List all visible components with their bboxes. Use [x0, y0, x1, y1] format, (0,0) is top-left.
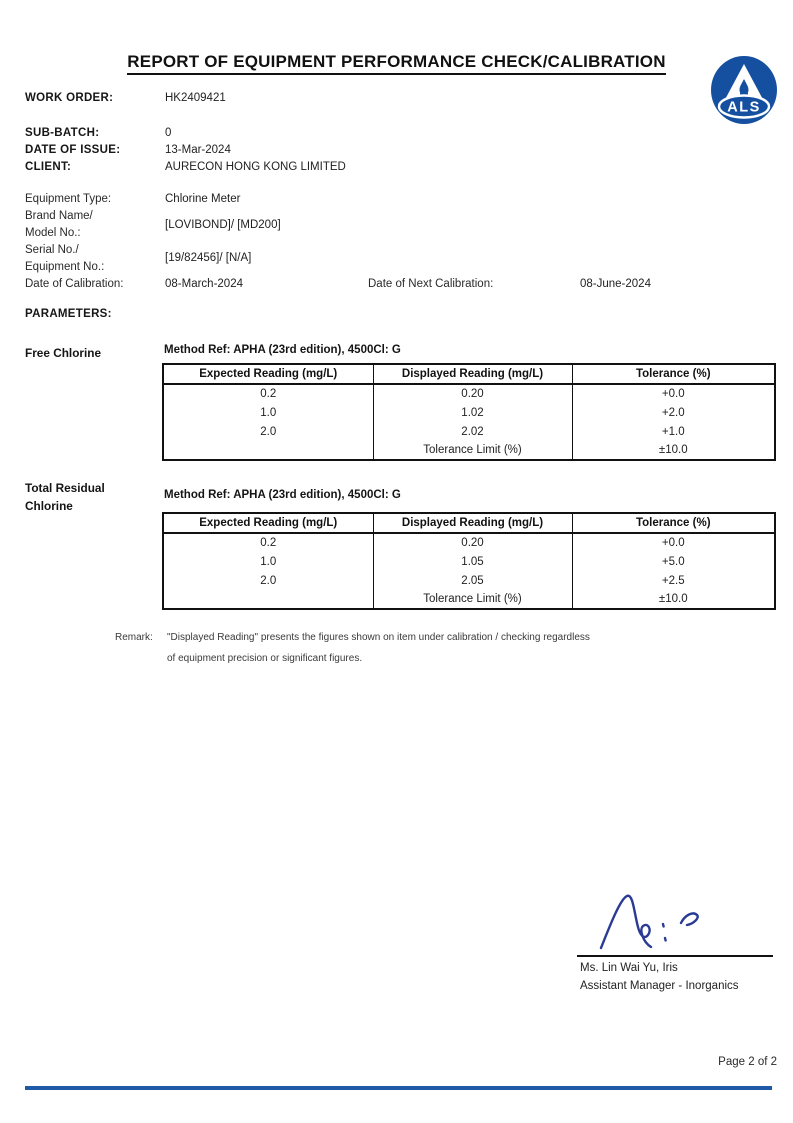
client-label: CLIENT: — [25, 161, 72, 173]
remark-line1: "Displayed Reading" presents the figures shown on item under calibration / checking regardless — [167, 632, 590, 643]
table-row — [163, 422, 775, 441]
table-cell: 2.05 — [373, 571, 572, 590]
table-cell: 0.20 — [373, 384, 572, 403]
remark-line2: of equipment precision or significant figures. — [167, 653, 363, 664]
sub-batch-label: SUB-BATCH: — [25, 127, 100, 139]
svg-text:ALS: ALS — [727, 99, 761, 116]
column-header: Tolerance (%) — [572, 513, 775, 533]
table-header-row — [163, 364, 775, 384]
date-of-issue-label: DATE OF ISSUE: — [25, 144, 121, 156]
section-free-chlorine-name — [25, 344, 155, 362]
table-cell: +5.0 — [661, 555, 685, 568]
table-cell — [163, 441, 373, 460]
signature-line — [577, 955, 773, 957]
serial-no-label-line2: Equipment No.: — [25, 261, 105, 273]
table-cell: 0.20 — [373, 533, 572, 552]
signature-ink-icon — [593, 888, 733, 954]
equipment-type-label: Equipment Type: — [25, 193, 112, 205]
als-logo-icon — [710, 55, 778, 125]
free-chlorine-table — [162, 363, 776, 461]
page-number: Page 2 of 2 — [718, 1056, 777, 1068]
table-cell: ±10.0 — [658, 593, 688, 605]
section-total-residual-name-line1: Total Residual — [25, 481, 105, 495]
column-header: Displayed Reading (mg/L) — [373, 364, 572, 384]
table-cell: ±10.0 — [658, 444, 688, 456]
page-title-text: REPORT OF EQUIPMENT PERFORMANCE CHECK/CALIBRATION — [127, 52, 665, 75]
brand-name-label-line2: Model No.: — [25, 227, 81, 239]
table-row — [163, 403, 775, 422]
date-of-calibration-value: 08-March-2024 — [165, 278, 243, 290]
table-cell: 0.2 — [163, 384, 373, 403]
total-residual-chlorine-table — [162, 512, 776, 610]
table-cell: Tolerance Limit (%) — [373, 590, 572, 609]
parameters-heading: PARAMETERS: — [25, 308, 112, 320]
als-logo — [710, 55, 778, 125]
signatory-name: Ms. Lin Wai Yu, Iris — [580, 962, 678, 974]
serial-equipment-value: [19/82456]/ [N/A] — [165, 252, 252, 264]
date-of-next-calibration-value: 08-June-2024 — [580, 278, 651, 290]
table-cell — [163, 590, 373, 609]
date-of-next-calibration-label: Date of Next Calibration: — [368, 278, 494, 290]
section-total-residual-method-ref: Method Ref: APHA (23rd edition), 4500Cl: G — [164, 489, 401, 501]
table-row-tolerance-limit — [163, 441, 775, 460]
table-row — [163, 384, 775, 403]
equipment-type-value: Chlorine Meter — [165, 193, 241, 205]
table-cell: 2.0 — [163, 422, 373, 441]
section-total-residual-name-line2: Chlorine — [25, 499, 73, 513]
table-row — [163, 533, 775, 552]
table-cell: +2.5 — [661, 574, 685, 587]
column-header: Expected Reading (mg/L) — [163, 513, 373, 533]
work-order-label: WORK ORDER: — [25, 92, 114, 104]
work-order-value: HK2409421 — [165, 92, 226, 104]
table-row — [163, 571, 775, 590]
table-cell: 1.0 — [163, 403, 373, 422]
page-title — [0, 52, 793, 75]
table-row-tolerance-limit — [163, 590, 775, 609]
table-cell: 1.0 — [163, 552, 373, 571]
remark-label: Remark: — [115, 632, 153, 643]
column-header: Displayed Reading (mg/L) — [373, 513, 572, 533]
table-cell: +0.0 — [661, 537, 685, 549]
table-cell: 1.05 — [373, 552, 572, 571]
client-value: AURECON HONG KONG LIMITED — [165, 161, 346, 173]
section-total-residual-chlorine-name — [25, 479, 155, 515]
brand-model-value: [LOVIBOND]/ [MD200] — [165, 219, 281, 231]
column-header: Tolerance (%) — [572, 364, 775, 384]
date-of-calibration-label: Date of Calibration: — [25, 278, 124, 290]
table-cell: 2.02 — [373, 422, 572, 441]
footer-rule — [25, 1086, 772, 1090]
column-header: Expected Reading (mg/L) — [163, 364, 373, 384]
section-free-chlorine-name-line1: Free Chlorine — [25, 346, 102, 360]
signatory-title: Assistant Manager - Inorganics — [580, 980, 739, 992]
table-cell: 2.0 — [163, 571, 373, 590]
table-cell: 1.02 — [373, 403, 572, 422]
sub-batch-value: 0 — [165, 127, 172, 139]
date-of-issue-value: 13-Mar-2024 — [165, 144, 231, 156]
table-cell: +0.0 — [661, 388, 685, 400]
table-cell: +1.0 — [661, 425, 685, 438]
table-cell: 0.2 — [163, 533, 373, 552]
table-row — [163, 552, 775, 571]
brand-name-label-line1: Brand Name/ — [25, 210, 93, 222]
table-cell: +2.0 — [661, 406, 685, 419]
serial-no-label-line1: Serial No./ — [25, 244, 79, 256]
signature — [593, 888, 733, 954]
table-cell: Tolerance Limit (%) — [373, 441, 572, 460]
section-free-chlorine-method-ref: Method Ref: APHA (23rd edition), 4500Cl: G — [164, 344, 401, 356]
table-header-row — [163, 513, 775, 533]
